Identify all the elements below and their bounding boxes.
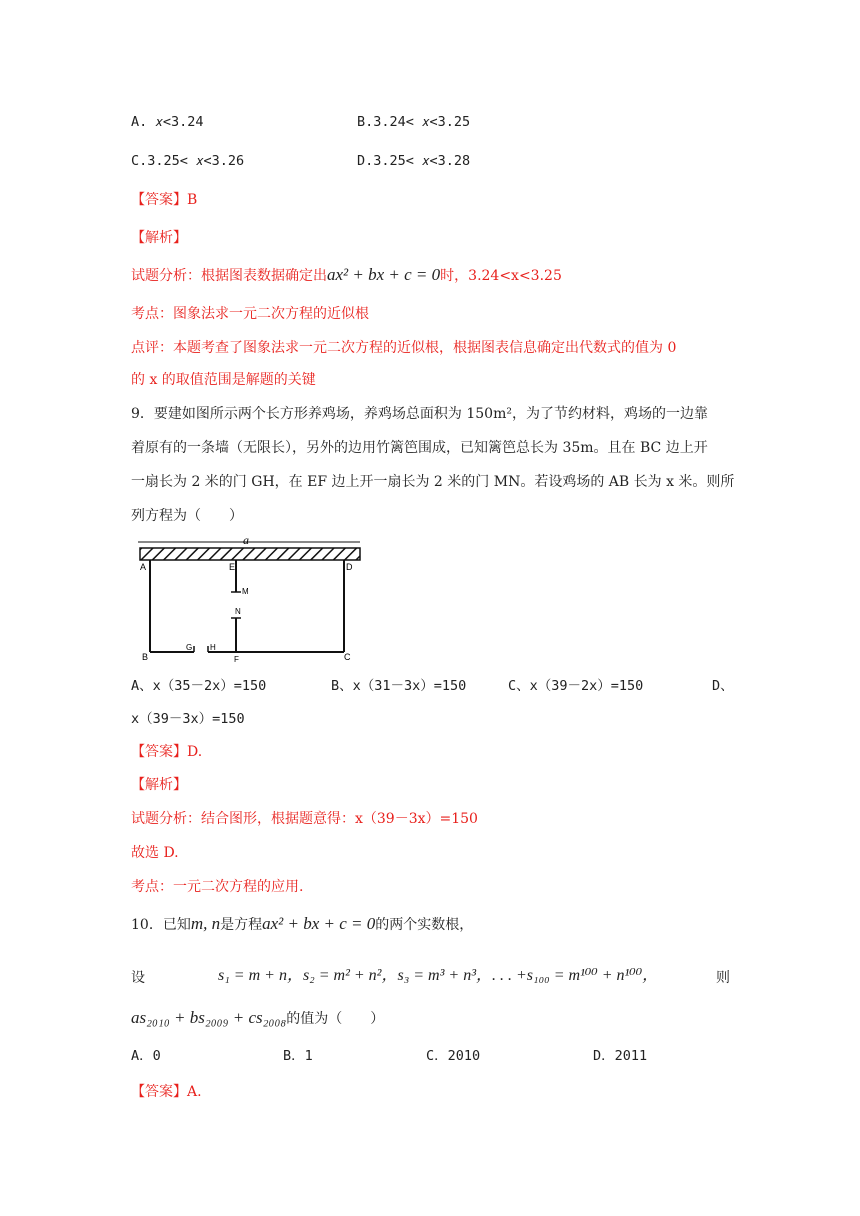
q9-analysis: 试题分析：结合图形，根据题意得：x（39－3x）=150: [131, 811, 478, 827]
label-B: B: [142, 652, 149, 662]
q8-option-c: C.3.25< 𝑥<3.26: [131, 153, 245, 169]
q8-option-a: A. 𝑥<3.24: [131, 114, 204, 130]
label-H: H: [210, 643, 216, 652]
q10-stem-vars: m, n: [190, 914, 221, 933]
q8-kaodian: 考点：图象法求一元二次方程的近似根: [131, 306, 369, 322]
label-M: M: [242, 587, 249, 596]
q9-analysis-header: 【解析】: [131, 777, 187, 793]
q8-answer: 【答案】B: [131, 192, 198, 208]
q8-analysis-prefix: 试题分析：根据图表数据确定出: [131, 268, 327, 284]
q9-chicken-farm-figure: [132, 534, 368, 664]
q10-stem-line3: [131, 1008, 384, 1029]
q9-stem-line1: 9．要建如图所示两个长方形养鸡场，养鸡场总面积为 150m²，为了节约材料，鸡场的一边靠: [131, 406, 708, 422]
label-N: N: [235, 607, 241, 616]
q8-analysis-equation: ax² + bx + c = 0: [327, 265, 441, 284]
q10-option-c: C．2010: [426, 1048, 481, 1064]
q9-kaodian: 考点：一元二次方程的应用.: [131, 879, 304, 895]
q9-stem-line3: 一扇长为 2 米的门 GH，在 EF 边上开一扇长为 2 米的门 MN。若设鸡场的 AB 长为 x 米。则所: [131, 474, 735, 490]
q10-option-a: A．0: [131, 1048, 161, 1064]
q8-dianping-line1: 点评：本题考查了图象法求一元二次方程的近似根，根据图表信息确定出代数式的值为 0: [131, 340, 677, 356]
q9-stem-line2: 着原有的一条墙（无限长），另外的边用竹篱笆围成，已知篱笆总长为 35m。且在 BC 边上开: [131, 440, 708, 456]
q9-option-d-continued: x（39－3x）=150: [131, 711, 245, 727]
q8-option-b: B.3.24< 𝑥<3.25: [357, 114, 471, 130]
q9-choose: 故选 D.: [131, 845, 179, 861]
q8-analysis: [131, 265, 562, 286]
q10-option-b: B．1: [283, 1048, 313, 1064]
q10-stem-line2-prefix: 设: [131, 970, 145, 986]
q10-stem-suffix: 的两个实数根，: [375, 917, 474, 933]
label-E: E: [229, 562, 236, 572]
label-a: a: [243, 534, 249, 547]
q9-answer: 【答案】D.: [131, 744, 203, 760]
q10-stem-prefix: 10．已知: [131, 917, 191, 933]
q10-stem-equation: ax² + bx + c = 0: [262, 914, 376, 933]
q8-option-d: D.3.25< 𝑥<3.28: [357, 153, 471, 169]
q9-option-c: C、x（39－2x）=150: [508, 678, 644, 694]
q10-stem-line3-suffix: 的值为（ ）: [286, 1011, 385, 1027]
q9-option-d: D、: [712, 678, 734, 694]
wall: [140, 548, 360, 560]
q10-stem-line3-expression: as₂₀₁₀ + bs₂₀₀₉ + cs₂₀₀₈: [131, 1008, 287, 1027]
q10-stem-line2-expression: s₁ = m + n，s₂ = m² + n²，s₃ = m³ + n³，. . . +s₁₀₀ = m¹⁰⁰ + n¹⁰⁰，: [218, 967, 659, 984]
label-G: G: [186, 643, 193, 652]
q9-stem-line4: 列方程为（ ）: [131, 508, 243, 524]
q9-option-b: B、x（31－3x）=150: [331, 678, 467, 694]
q9-option-a: A、x（35－2x）=150: [131, 678, 267, 694]
q10-option-d: D．2011: [593, 1048, 648, 1064]
q8-analysis-header: 【解析】: [131, 230, 187, 246]
label-F: F: [234, 655, 239, 664]
q8-dianping-line2: 的 x 的取值范围是解题的关键: [131, 372, 316, 388]
q10-stem-line1: [131, 914, 473, 935]
label-A: A: [140, 562, 147, 572]
label-C: C: [344, 652, 351, 662]
q10-stem-mid: 是方程: [220, 917, 263, 933]
q10-answer: 【答案】A.: [131, 1084, 202, 1100]
q8-analysis-suffix: 时，3.24<x<3.25: [440, 268, 562, 284]
label-D: D: [346, 562, 353, 572]
q10-stem-line2-suffix: 则: [716, 970, 730, 986]
